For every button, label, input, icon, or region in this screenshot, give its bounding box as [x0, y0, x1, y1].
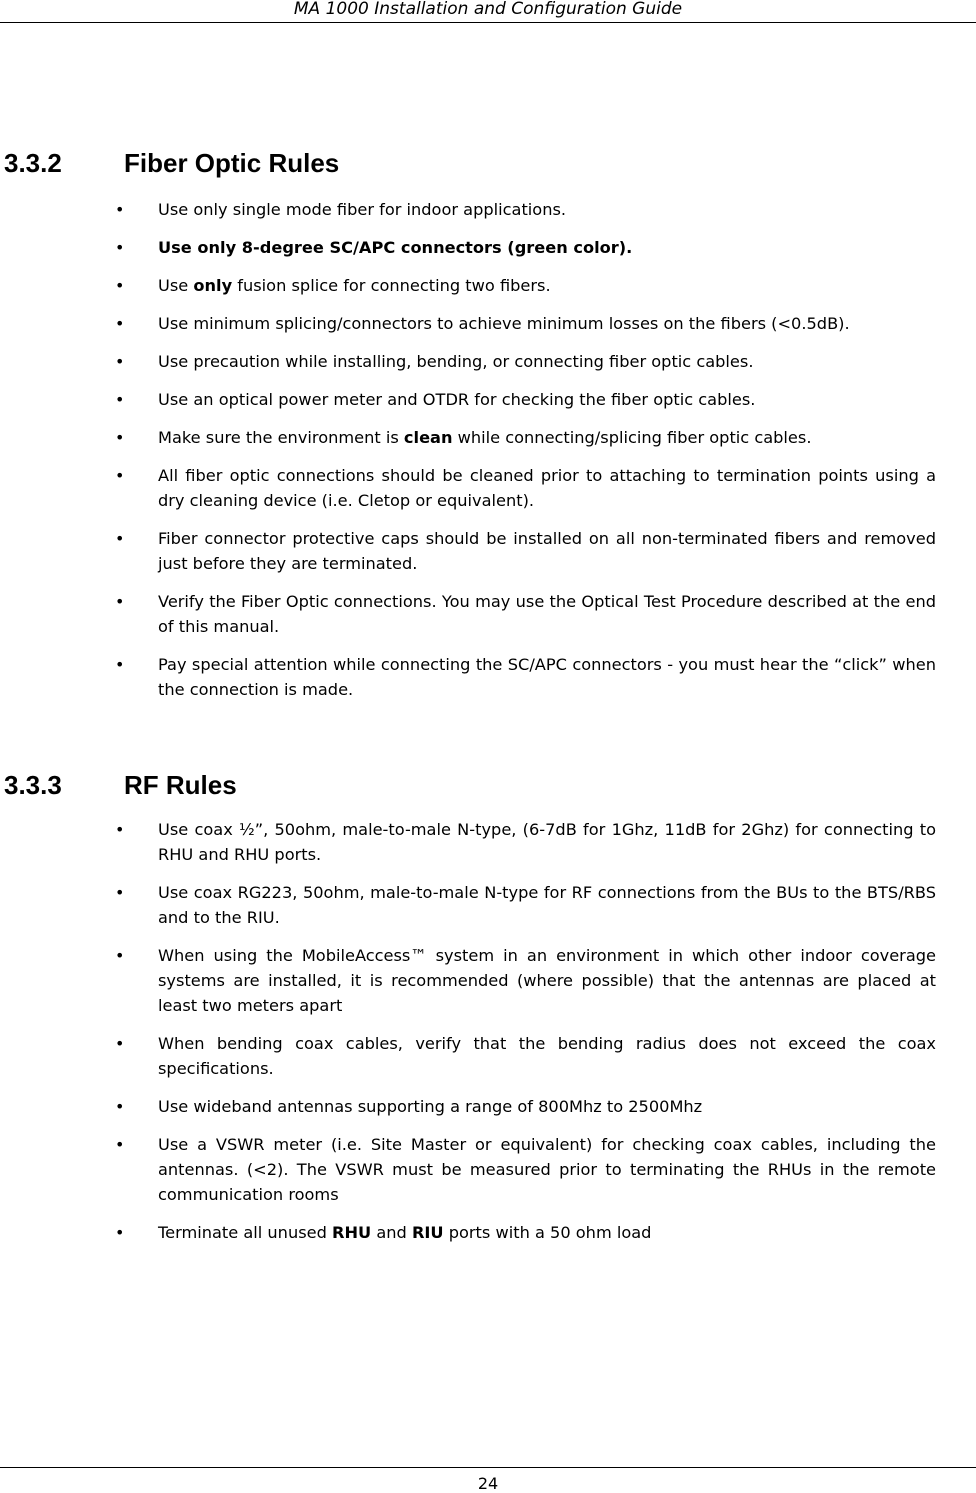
list-item: • Use minimum splicing/connectors to achieve minimum losses on the fibers (<0.5dB).	[115, 311, 936, 336]
list-item: • Fiber connector protective caps should be installed on all non-terminated fibers and removed just before they are terminated.	[115, 526, 936, 576]
page-footer	[0, 1467, 976, 1493]
page-number: 24	[477, 1474, 499, 1493]
list-item: • When bending coax cables, verify that the bending radius does not exceed the coax specifications.	[115, 1031, 936, 1081]
list-item: • Use a VSWR meter (i.e. Site Master or equivalent) for checking coax cables, including the antennas. (<2). The VSWR must be measured prior to terminating the RHUs in the remote communication rooms	[115, 1132, 936, 1207]
section-title: Fiber Optic Rules	[124, 148, 340, 178]
section-heading-rf-rules	[4, 770, 237, 800]
section-number: 3.3.2	[4, 148, 62, 178]
list-item: • Use only single mode fiber for indoor applications.	[115, 197, 936, 222]
bullet-icon: •	[115, 820, 125, 839]
bullet-icon: •	[115, 276, 125, 295]
bullet-icon: •	[115, 314, 125, 333]
bullet-icon: •	[115, 200, 125, 219]
section-title: RF Rules	[124, 770, 237, 800]
bullet-icon: •	[115, 1223, 125, 1242]
fiber-optic-rules-list	[115, 197, 936, 702]
list-item: • Terminate all unused RHU and RIU ports with a 50 ohm load	[115, 1220, 936, 1245]
page-header	[0, 0, 976, 23]
bullet-icon: •	[115, 655, 125, 674]
rf-rules-list	[115, 817, 936, 1245]
bullet-icon: •	[115, 352, 125, 371]
list-item: • Use only fusion splice for connecting two fibers.	[115, 273, 936, 298]
bullet-icon: •	[115, 1097, 125, 1116]
list-item: • Use only 8-degree SC/APC connectors (green color).	[115, 235, 936, 260]
section-number: 3.3.3	[4, 770, 62, 800]
list-item: • Make sure the environment is clean while connecting/splicing fiber optic cables.	[115, 425, 936, 450]
bullet-icon: •	[115, 466, 125, 485]
list-item: • Pay special attention while connecting the SC/APC connectors - you must hear the “click” when the connection is made.	[115, 652, 936, 702]
list-item: • Use precaution while installing, bending, or connecting fiber optic cables.	[115, 349, 936, 374]
document-title: MA 1000 Installation and Configuration Guide	[293, 0, 683, 19]
bullet-icon: •	[115, 238, 125, 257]
list-item: • When using the MobileAccess™ system in an environment in which other indoor coverage systems are installed, it is recommended (where possible) that the antennas are placed at least two meters apart	[115, 943, 936, 1018]
section-heading-fiber-optic-rules	[4, 148, 339, 178]
list-item: • All fiber optic connections should be cleaned prior to attaching to termination points using a dry cleaning device (i.e. Cletop or equivalent).	[115, 463, 936, 513]
bullet-icon: •	[115, 1034, 125, 1053]
bullet-icon: •	[115, 428, 125, 447]
bullet-icon: •	[115, 529, 125, 548]
bullet-icon: •	[115, 390, 125, 409]
bullet-icon: •	[115, 883, 125, 902]
bullet-icon: •	[115, 592, 125, 611]
list-item: • Use an optical power meter and OTDR for checking the fiber optic cables.	[115, 387, 936, 412]
list-item: • Use coax RG223, 50ohm, male-to-male N-type for RF connections from the BUs to the BTS/RBS and to the RIU.	[115, 880, 936, 930]
bullet-icon: •	[115, 1135, 125, 1154]
list-item: • Use coax ½”, 50ohm, male-to-male N-type, (6-7dB for 1Ghz, 11dB for 2Ghz) for connecting to RHU and RHU ports.	[115, 817, 936, 867]
list-item: • Use wideband antennas supporting a range of 800Mhz to 2500Mhz	[115, 1094, 936, 1119]
list-item: • Verify the Fiber Optic connections. You may use the Optical Test Procedure described at the end of this manual.	[115, 589, 936, 639]
bullet-icon: •	[115, 946, 125, 965]
